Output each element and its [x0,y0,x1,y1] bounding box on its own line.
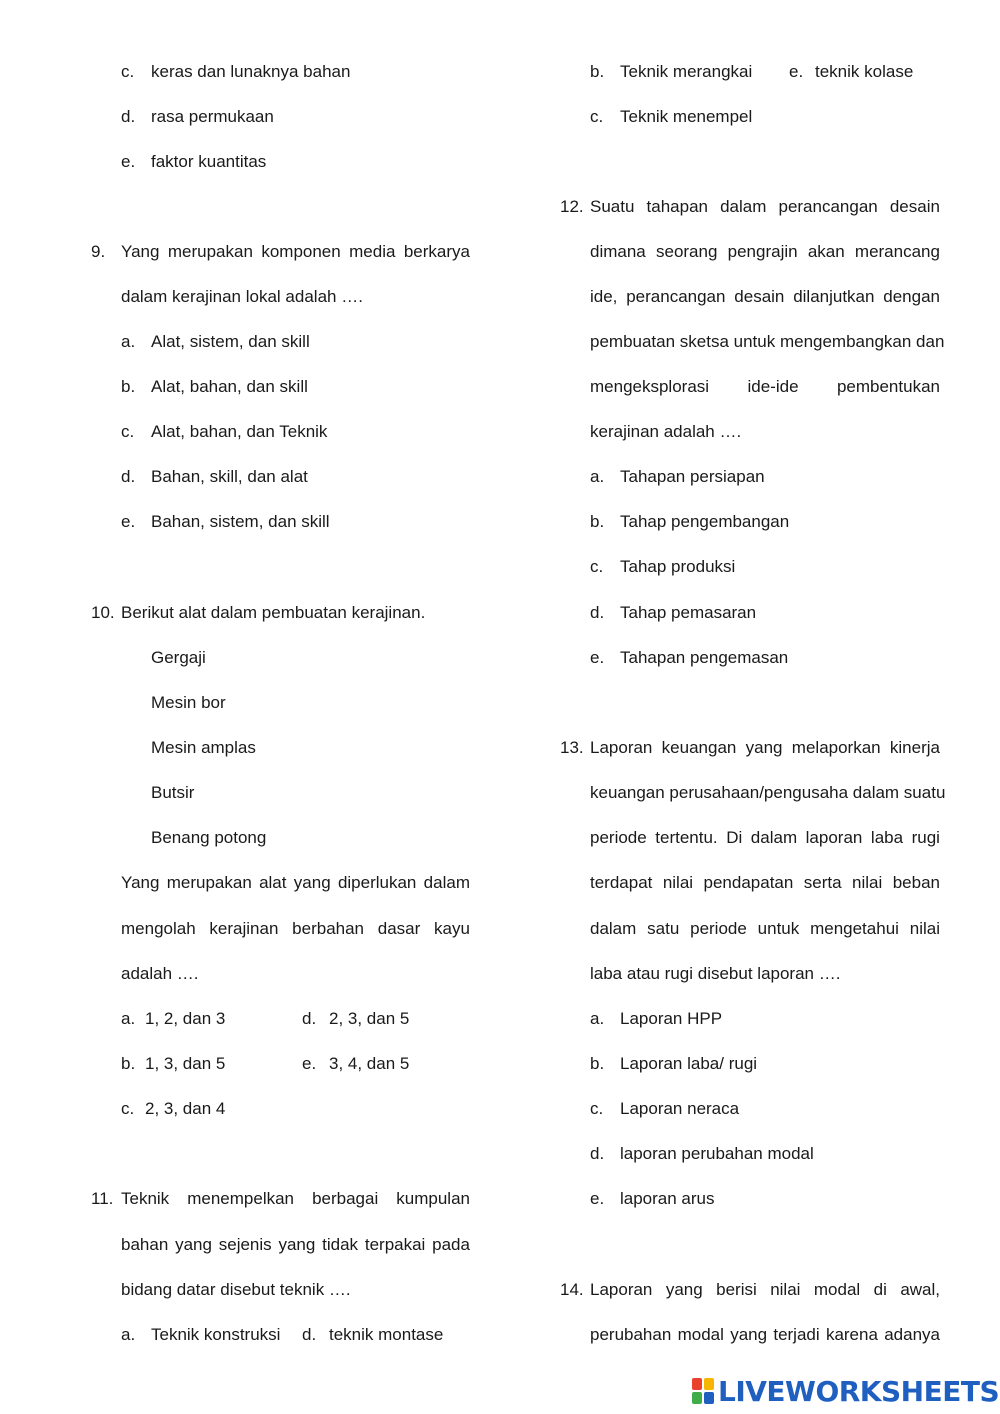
question-text [590,1323,940,1347]
word: desain [734,287,785,306]
word: merancang [854,242,940,261]
word: nilai [909,919,940,938]
word: modal [813,1280,861,1299]
answer-option-text: teknik kolase [815,62,914,81]
q8-option-text: rasa permukaan [151,107,274,126]
word: akan [807,242,845,261]
answer-option-text: Alat, bahan, dan skill [151,377,308,396]
word: di [873,1280,887,1299]
word: yang [730,1325,768,1344]
word: keuangan [661,738,737,757]
word: komponen [261,242,341,261]
question-number: 12. [560,197,584,216]
word: nilai [662,873,694,892]
word: Laporan [590,1280,653,1299]
answer-option-letter: c. [590,557,604,576]
logo-block-red [692,1378,702,1390]
word: sejenis [218,1235,272,1254]
word: satu [647,919,680,938]
word: yang [293,873,331,892]
word: pendapatan [703,873,794,892]
answer-option-text: teknik montase [329,1325,444,1344]
answer-option-letter: e. [590,648,605,667]
word: yang [745,738,783,757]
answer-option-text: Tahapan pengemasan [620,648,789,667]
word: Suatu [590,197,635,216]
word: kayu [434,919,470,938]
word: dalam [750,828,798,847]
q8-option-letter: e. [121,152,136,171]
answer-option-text: Teknik menempel [620,107,753,126]
q8-option-text: faktor kuantitas [151,152,267,171]
answer-option-letter: d. [590,1144,605,1163]
word: dalam [590,919,637,938]
answer-option-letter: e. [302,1054,317,1073]
question-number: 10. [91,603,115,622]
word: mengolah [121,919,196,938]
answer-option-letter: b. [590,62,605,81]
question-text: laba atau rugi disebut laporan …. [590,964,841,983]
word: mengetahui [810,919,899,938]
answer-option-text: 3, 4, dan 5 [329,1054,410,1073]
question-text: Berikut alat dalam pembuatan kerajinan. [121,603,426,622]
answer-option-text: laporan perubahan modal [620,1144,814,1163]
word: berbahan [292,919,365,938]
answer-option-text: 1, 2, dan 3 [145,1009,226,1028]
word: rugi [911,828,940,847]
answer-option-text: Teknik merangkai [620,62,753,81]
word: berkarya [403,242,470,261]
answer-option-text: 2, 3, dan 4 [145,1099,226,1118]
question-number: 11. [91,1189,114,1208]
answer-option-letter: e. [789,62,804,81]
word: merupakan [167,242,253,261]
word: dengan [883,287,940,306]
word: perancangan [778,197,878,216]
word: tahapan [646,197,708,216]
logo-text: LIVEWORKSHEETS [718,1374,1000,1408]
liveworksheets-logo [692,1376,999,1406]
question-text [590,917,940,941]
question-text [121,240,470,264]
word: awal, [900,1280,940,1299]
word: seorang [655,242,718,261]
word: menempelkan [187,1189,295,1208]
word: dasar [377,919,421,938]
word: dalam [720,197,767,216]
word: periode [590,828,647,847]
question-text [121,871,470,895]
answer-option-text: Laporan laba/ rugi [620,1054,758,1073]
word: tertentu. [655,828,718,847]
word: Yang [121,873,160,892]
logo-icon [692,1378,714,1404]
word: Yang [121,242,160,261]
word: perancangan [626,287,726,306]
answer-option-letter: c. [121,1099,135,1118]
answer-option-text: 2, 3, dan 5 [329,1009,410,1028]
answer-option-letter: e. [590,1189,605,1208]
word: pada [432,1235,470,1254]
word: merupakan [166,873,252,892]
word: yang [665,1280,703,1299]
word: serta [803,873,842,892]
answer-option-text: laporan arus [620,1189,715,1208]
logo-block-blue [704,1392,714,1404]
question-text: pembuatan sketsa untuk mengembangkan dan [590,332,945,351]
word: mengeksplorasi [590,377,710,396]
question-text [121,1233,470,1257]
answer-option-text: Bahan, sistem, dan skill [151,512,330,531]
list-item-text: Butsir [151,783,195,802]
word: melaporkan [791,738,881,757]
word: pembentukan [836,377,940,396]
answer-option-letter: a. [121,1325,136,1344]
answer-option-letter: b. [121,377,136,396]
answer-option-letter: c. [590,1099,604,1118]
question-text [590,1278,940,1302]
word: untuk [757,919,800,938]
answer-option-letter: a. [121,332,136,351]
question-text [590,375,940,399]
word: desain [889,197,940,216]
word: perubahan [590,1325,672,1344]
question-number: 9. [91,242,106,261]
question-text: keuangan perusahaan/pengusaha dalam suatu [590,783,946,802]
word: pengrajin [727,242,798,261]
answer-option-text: Teknik konstruksi [151,1325,281,1344]
question-text: kerajinan adalah …. [590,422,742,441]
word: media [349,242,396,261]
word: kumpulan [396,1189,470,1208]
answer-option-text: Laporan HPP [620,1009,723,1028]
word: laporan [805,828,863,847]
word: yang [175,1235,212,1254]
answer-option-text: Alat, sistem, dan skill [151,332,310,351]
word: ide-ide [747,377,799,396]
question-text [121,917,470,941]
q8-option-letter: c. [121,62,135,81]
answer-option-letter: a. [590,467,605,486]
word: dimana [590,242,646,261]
word: Di [726,828,743,847]
list-item-text: Mesin bor [151,693,226,712]
word: terpakai [364,1235,426,1254]
word: ide, [590,287,618,306]
logo-block-green [692,1392,702,1404]
question-text: dalam kerajinan lokal adalah …. [121,287,363,306]
word: nilai [770,1280,801,1299]
logo-block-yellow [704,1378,714,1390]
word: Teknik [121,1189,170,1208]
q8-option-letter: d. [121,107,136,126]
word: beban [892,873,940,892]
list-item-text: Benang potong [151,828,267,847]
word: Laporan [590,738,653,757]
question-text [590,285,940,309]
word: adanya [884,1325,940,1344]
word: laba [870,828,904,847]
answer-option-letter: c. [590,107,604,126]
word: berisi [716,1280,757,1299]
question-number: 13. [560,738,584,757]
word: yang [278,1235,316,1254]
answer-option-letter: d. [302,1325,317,1344]
question-text [590,240,940,264]
question-text [590,195,940,219]
word: dalam [423,873,470,892]
list-item-text: Gergaji [151,648,206,667]
answer-option-text: Tahap pengembangan [620,512,790,531]
word: dilanjutkan [793,287,875,306]
question-text [590,736,940,760]
q8-option-text: keras dan lunaknya bahan [151,62,351,81]
question-text: adalah …. [121,964,199,983]
answer-option-text: Alat, bahan, dan Teknik [151,422,328,441]
answer-option-letter: b. [590,1054,605,1073]
question-text: bidang datar disebut teknik …. [121,1280,351,1299]
word: terjadi [773,1325,820,1344]
answer-option-letter: c. [121,422,135,441]
word: tidak [322,1235,359,1254]
answer-option-text: 1, 3, dan 5 [145,1054,226,1073]
answer-option-text: Tahap pemasaran [620,603,757,622]
word: terdapat [590,873,653,892]
word: periode [690,919,747,938]
question-text [590,871,940,895]
list-item-text: Mesin amplas [151,738,256,757]
word: modal [677,1325,724,1344]
question-text [590,826,940,850]
question-number: 14. [560,1280,584,1299]
answer-option-letter: a. [590,1009,605,1028]
word: kerajinan [209,919,279,938]
answer-option-text: Tahap produksi [620,557,736,576]
answer-option-letter: d. [121,467,136,486]
word: kinerja [889,738,940,757]
word: bahan [121,1235,169,1254]
answer-option-letter: b. [590,512,605,531]
word: diperlukan [337,873,417,892]
answer-option-text: Laporan neraca [620,1099,740,1118]
answer-option-text: Bahan, skill, dan alat [151,467,308,486]
answer-option-letter: d. [590,603,605,622]
word: alat [259,873,287,892]
answer-option-letter: d. [302,1009,317,1028]
answer-option-text: Tahapan persiapan [620,467,765,486]
question-text [121,1187,470,1211]
answer-option-letter: b. [121,1054,136,1073]
word: nilai [852,873,883,892]
word: berbagai [312,1189,379,1208]
word: karena [825,1325,878,1344]
answer-option-letter: e. [121,512,136,531]
answer-option-letter: a. [121,1009,136,1028]
